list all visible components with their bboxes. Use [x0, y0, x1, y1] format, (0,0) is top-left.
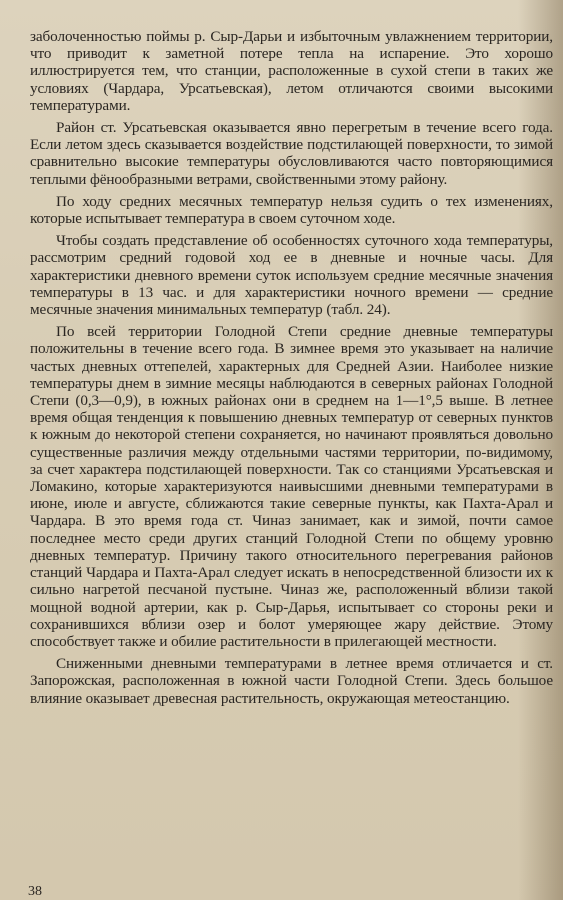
paragraph-6: Сниженными дневными температурами в летнее время отличается и ст. Запорожская, расположенная в южной части Голодной Степи. Здесь большое влияние оказывает древесная растительность, окружающая метеостанцию.	[30, 655, 553, 707]
paragraph-2: Район ст. Урсатьевская оказывается явно перегретым в течение всего года. Если летом здесь сказывается воздействие подстилающей поверхности, то зимой сравнительно высокие температуры обусловливаются часто повторяющимися теплыми фёнообразными ветрами, свойственными этому району.	[30, 119, 553, 188]
paragraph-3: По ходу средних месячных температур нельзя судить о тех изменениях, которые испытывает температура в своем суточном ходе.	[30, 192, 553, 228]
paragraph-5: По всей территории Голодной Степи средние дневные температуры положительны в течение всего года. В зимнее время это указывает на наличие частых дневных оттепелей, характерных для Средней Азии. Наиболее низкие температуры днем в зимние месяцы наблюдаются в северных районах Голодной Степи (0,3—0,9), в южных районах они в среднем на 1—1°,5 выше. В летнее время общая тенденция к повышению дневных температур от северных пунктов к южным до некоторой степени сохраняется, но начинают проявляться довольно существенные различия между отдельными частями территории, по-видимому, за счет характера подстилающей поверхности. Так со станциями Урсатьевская и Ломакино, которые характеризуются наивысшими дневными температурами в июне, июле и августе, сближаются такие северные пункты, как Пахта-Арал и Чардара. В это время года ст. Чиназ занимает, как и зимой, почти самое последнее место среди других станций Голодной Степи по общему уровню дневных температур. Причину такого относительного перегревания районов станций Чардара и Пахта-Арал следует искать в непосредственной близости их к сильно нагретой песчаной пустыне. Чиназ же, расположенный вблизи такой мощной водной артерии, как р. Сыр-Дарья, испытывает со стороны реки и сохранившихся вблизи озер и болот умеряющее жару действие. Этому способствует также и обилие растительности в прилегающей местности.	[30, 323, 553, 650]
page-text	[30, 28, 553, 712]
paragraph-1: заболоченностью поймы р. Сыр-Дарьи и избыточным увлажнением территории, что приводит к заметной потере тепла на испарение. Это хорошо иллюстрируется тем, что станции, расположенные в сухой степи в таких же условиях (Чардара, Урсатьевская), летом отличаются своими высокими температурами.	[30, 28, 553, 114]
page-number: 38	[28, 884, 42, 899]
paragraph-4: Чтобы создать представление об особенностях суточного хода температуры, рассмотрим средний годовой ход ее в дневные и ночные часы. Для характеристики дневного времени суток используем средние месячные значения температуры в 13 час. и для характеристики ночного времени — средние месячные значения минимальных температур (табл. 24).	[30, 232, 553, 319]
